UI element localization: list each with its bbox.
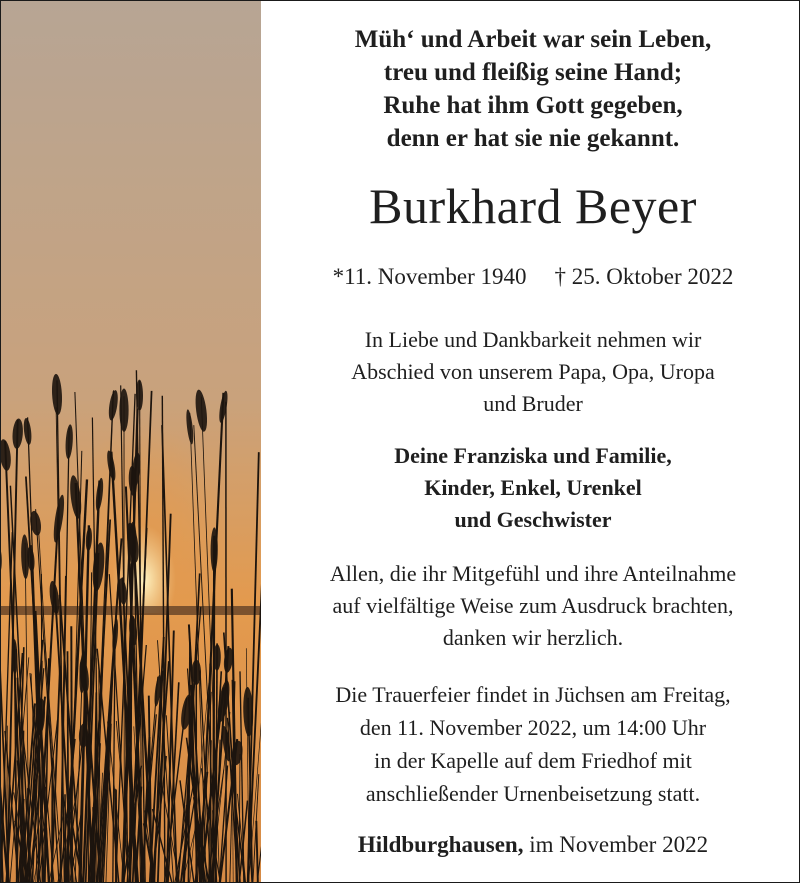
life-dates [283, 262, 783, 292]
birth-symbol: * [332, 264, 345, 289]
verse-line-1: Müh‘ und Arbeit war sein Leben, [354, 26, 712, 53]
signoff-place: Hildburghausen, [357, 832, 524, 857]
verse-line-2: treu und fleißig seine Hand; [383, 59, 683, 86]
sunset-reeds-photo [1, 1, 261, 883]
funeral-line-1: Die Trauerfeier findet in Jüchsen am Freitag, [335, 682, 731, 707]
thanks-line-3: danken wir herzlich. [442, 625, 624, 650]
mourners-line-3: und Geschwister [454, 507, 612, 532]
thanks-line-1: Allen, die ihr Mitgefühl und ihre Anteilnahme [329, 561, 737, 586]
verse-line-3: Ruhe hat ihm Gott gegeben, [383, 92, 683, 119]
verse-line-4: denn er hat sie nie gekannt. [386, 125, 680, 152]
birth-date: 11. November 1940 [344, 264, 527, 289]
funeral-line-4: anschließender Urnenbeisetzung statt. [365, 781, 701, 806]
mourners-line-1: Deine Franziska und Familie, [394, 443, 672, 468]
death-date: 25. Oktober 2022 [571, 264, 734, 289]
death-symbol: † [554, 264, 567, 289]
deceased-name: Burkhard Beyer [369, 178, 697, 234]
funeral-line-2: den 11. November 2022, um 14:00 Uhr [359, 715, 707, 740]
thanks-line-2: auf vielfältige Weise zum Ausdruck brachten, [332, 593, 734, 618]
notice-text [283, 1, 783, 883]
grass-blade [68, 651, 69, 883]
mourners-line-2: Kinder, Enkel, Urenkel [424, 475, 642, 500]
farewell-line-1: In Liebe und Dankbarkeit nehmen wir [364, 327, 702, 352]
farewell-line-3: und Bruder [483, 391, 583, 416]
reed-plume [119, 388, 128, 431]
signoff-date: im November 2022 [529, 832, 709, 857]
signoff [283, 830, 783, 860]
funeral-line-3: in der Kapelle auf dem Friedhof mit [374, 748, 692, 773]
farewell-line-2: Abschied von unserem Papa, Opa, Uropa [351, 359, 715, 384]
